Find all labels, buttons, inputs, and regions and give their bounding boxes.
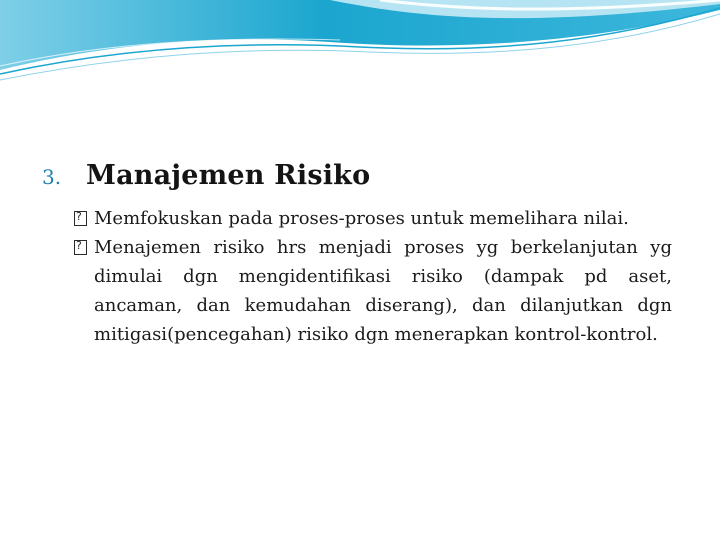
bullet-item [74,233,672,349]
header-wave-decoration [0,0,720,95]
unknown-glyph-icon [74,240,87,255]
heading-title: Manajemen Risiko [86,160,371,191]
heading-number: 3. [42,165,62,189]
unknown-glyph-icon [74,211,87,226]
bullet-text: Memfokuskan pada proses-proses untuk memelihara nilai. [94,208,629,229]
slide-heading [42,160,370,191]
bullet-list [74,204,672,349]
bullet-text: Menajemen risiko hrs menjadi proses yg berkelanjutan yg dimulai dgn mengidentifikasi risiko (dampak pd aset, ancaman, dan kemudahan diserang), dan dilanjutkan dgn mitigasi(pencegahan) risiko dgn menerapkan kontrol-kontrol. [94,237,672,345]
bullet-item [74,204,672,233]
